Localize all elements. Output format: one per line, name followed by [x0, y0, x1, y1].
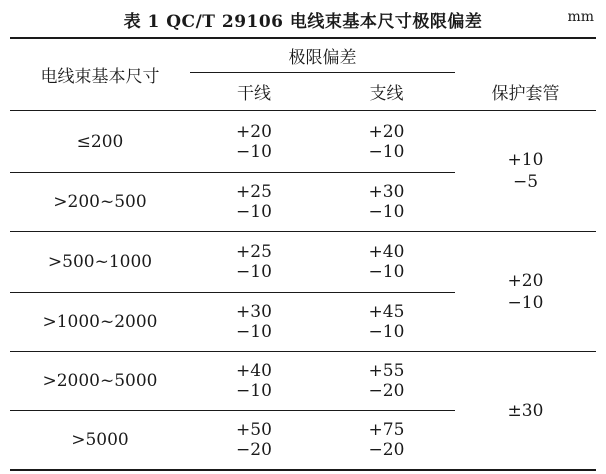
trunk-lower: −10 [236, 322, 272, 342]
trunk-upper: +30 [236, 302, 272, 322]
branch-lower: −10 [368, 141, 405, 162]
trunk-upper: +25 [236, 242, 272, 262]
branch-upper: +40 [368, 242, 405, 262]
size-cell: ≤200 [76, 131, 124, 152]
trunk-upper: +40 [236, 361, 272, 381]
trunk-deviation-cell [190, 411, 318, 469]
branch-lower: −20 [368, 440, 405, 460]
table-title: 表 1 QC/T 29106 电线束基本尺寸极限偏差 [123, 12, 483, 32]
header-sleeve: 保护套管 [491, 84, 560, 104]
branch-lower: −10 [368, 262, 405, 282]
header-basic-size: 电线束基本尺寸 [40, 66, 160, 87]
bottom-rule [10, 469, 596, 471]
trunk-deviation-cell [190, 293, 318, 351]
branch-lower: −20 [368, 381, 405, 401]
header-trunk: 干线 [237, 84, 271, 104]
size-cell: >5000 [71, 430, 129, 450]
sleeve-lower: −5 [512, 172, 539, 192]
branch-lower: −10 [368, 322, 405, 342]
unit-label: mm [567, 9, 594, 25]
sleeve-deviation-cell [455, 352, 596, 469]
branch-deviation-cell [318, 411, 455, 469]
branch-upper: +55 [368, 361, 405, 381]
sleeve-upper: +10 [507, 150, 544, 170]
sleeve-upper: +20 [507, 270, 544, 291]
trunk-deviation-cell [190, 232, 318, 292]
branch-lower: −10 [368, 202, 405, 222]
trunk-deviation-cell [190, 352, 318, 410]
trunk-deviation-cell [190, 111, 318, 172]
branch-upper: +30 [368, 182, 405, 202]
branch-deviation-cell [318, 352, 455, 410]
sleeve-deviation-cell [455, 232, 596, 351]
header-branch: 支线 [369, 84, 404, 104]
trunk-upper: +20 [236, 121, 272, 142]
branch-upper: +75 [368, 420, 405, 440]
trunk-lower: −10 [236, 381, 272, 401]
trunk-upper: +25 [236, 182, 272, 202]
branch-deviation-cell [318, 173, 455, 231]
size-cell: >2000~5000 [42, 371, 158, 391]
header-limit-deviation: 极限偏差 [288, 47, 357, 68]
sleeve-value: ±30 [507, 400, 544, 421]
size-cell: >500~1000 [47, 252, 153, 272]
branch-deviation-cell [318, 232, 455, 292]
size-cell: >200~500 [53, 192, 147, 212]
trunk-upper: +50 [236, 420, 272, 440]
trunk-lower: −20 [236, 440, 272, 460]
branch-upper: +20 [368, 121, 405, 142]
branch-deviation-cell [318, 111, 455, 172]
table-caption [0, 0, 606, 34]
size-cell: >1000~2000 [42, 312, 158, 332]
sleeve-lower: −10 [507, 292, 544, 313]
branch-upper: +45 [368, 302, 405, 322]
trunk-deviation-cell [190, 173, 318, 231]
trunk-lower: −10 [236, 262, 272, 282]
trunk-lower: −10 [236, 202, 272, 222]
sleeve-deviation-cell [455, 111, 596, 231]
trunk-lower: −10 [236, 141, 272, 162]
branch-deviation-cell [318, 293, 455, 351]
